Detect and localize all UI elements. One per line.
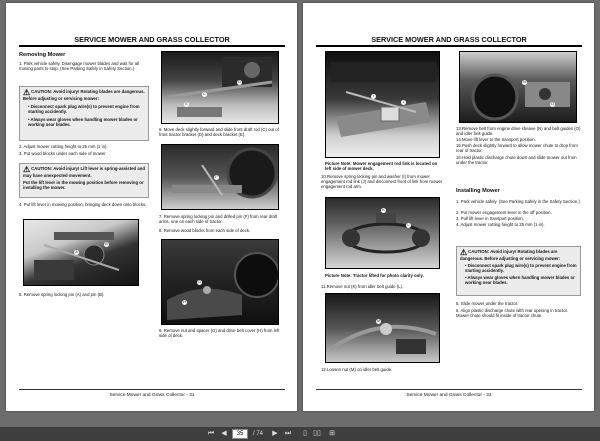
photo-label: L bbox=[407, 223, 410, 227]
document-page-right bbox=[303, 3, 594, 411]
step-2: 2. Adjust mower cutting height to 25 mm (1 in). bbox=[19, 144, 108, 149]
warning-triangle-icon: ⚠ bbox=[23, 165, 31, 174]
step-3: 3. Put wood blocks under each side of mower. bbox=[19, 151, 107, 156]
install-step-1: 1. Park vehicle safely. (See Parking Safely in the Safety Section.) bbox=[456, 199, 580, 204]
photo-illustration bbox=[24, 220, 139, 286]
photo-label: M bbox=[377, 319, 380, 323]
step-4: 4. Put lift lever in mowing position, bringing deck down onto blocks. bbox=[19, 202, 147, 207]
document-page-left bbox=[6, 3, 297, 411]
caution-bullet: • Always wear gloves when handling mower blades or working near blades. bbox=[28, 116, 138, 127]
photo-draft-rod bbox=[161, 51, 279, 124]
step-15: 15.Push deck slightly forward to allow mower chute to drop from rear of tractor. bbox=[456, 143, 578, 154]
caution-box: ⚠CAUTION: Avoid injury! Rotating blades are dangerous. Before adjusting or servicing mower: • Disconnect spark plug wire(s) to prevent engine from starting accidently. • Always wear gloves when handling mower blades or working near blades. bbox=[19, 86, 149, 141]
step-7: 7. Remove spring locking pin and drilled pin (F) from rear draft arms, one on each side of tractor. bbox=[159, 214, 278, 225]
install-step-2: 2. Put mower engagement lever in the off position. bbox=[456, 210, 552, 215]
install-step-3: 3. Pull lift lever in transport position. bbox=[456, 216, 524, 221]
pdf-navigation-toolbar bbox=[0, 427, 600, 441]
photo-spring-pins bbox=[23, 219, 139, 286]
page-header: SERVICE MOWER AND GRASS COLLECTOR bbox=[19, 35, 285, 47]
photo-label: J bbox=[402, 100, 405, 104]
photo-illustration bbox=[326, 294, 440, 363]
photo-rear-draft-arm bbox=[161, 144, 279, 210]
photo-engagement-rod bbox=[325, 51, 440, 158]
page-number-input[interactable] bbox=[232, 429, 248, 439]
install-step-4: 4. Adjust mower cutting height to 25 mm (1 in). bbox=[456, 222, 545, 227]
step-9: 9. Remove nut and spacer (G) and drive belt cover (H) from left side of deck. bbox=[159, 328, 280, 339]
caution-box: ⚠CAUTION: Avoid injury! Lift lever is spring-assisted and may have unexpected movement. Put the lift lever in the mowing position before removing or installing the mower. bbox=[19, 163, 149, 198]
photo-engine-sheave bbox=[459, 51, 577, 123]
photo-label: N bbox=[523, 80, 526, 84]
photo-label: O bbox=[551, 102, 554, 106]
photo-belt-cover bbox=[161, 239, 279, 325]
caution-bullet: • Always wear gloves when handling mower blades or working near blades. bbox=[465, 274, 575, 285]
photo-illustration bbox=[162, 240, 279, 325]
step-5: 5. Remove spring locking pin (A) and pin (B). bbox=[19, 292, 105, 297]
two-page-view-icon[interactable]: ▯▯ bbox=[313, 430, 321, 437]
photo-label: F bbox=[215, 175, 218, 179]
next-page-button[interactable]: ▶ bbox=[272, 430, 278, 437]
step-1: 1. Park vehicle safely. Disengage mower blades and wait for all moving parts to stop. (See Parking Safely in Safety Section.) bbox=[19, 61, 140, 72]
step-11: 11.Remove nut (K) from idler belt guide (L). bbox=[321, 284, 404, 289]
warning-triangle-icon: ⚠ bbox=[460, 248, 468, 257]
photo-label: A bbox=[75, 250, 78, 254]
section-title: Installing Mower bbox=[456, 188, 500, 194]
page-total: / 74 bbox=[252, 431, 263, 437]
picture-note: Picture Note: Mower engagement rod link is located on left side of mower deck. bbox=[325, 161, 438, 172]
caution-box: ⚠CAUTION: Avoid injury! Rotating blades are dangerous. Before adjusting or servicing mower: • Disconnect spark plug wire(s) to prevent engine from starting accidently. • Always wear gloves when handling mower blades or working near blades. bbox=[456, 246, 581, 296]
photo-illustration bbox=[162, 52, 279, 124]
photo-illustration bbox=[162, 145, 279, 210]
previous-page-button[interactable]: ◀ bbox=[221, 430, 227, 437]
install-step-5: 5. Slide mower under the tractor. bbox=[456, 301, 519, 306]
step-12: 12.Loosen nut (M) on idler belt guide. bbox=[321, 367, 393, 372]
first-page-button[interactable]: ⏮ bbox=[207, 430, 215, 437]
step-16: 16.Hold plastic discharge chute down and slide mower out from under the tractor. bbox=[456, 155, 577, 166]
photo-label: D bbox=[238, 80, 241, 84]
step-6: 6. Move deck slightly forward and slide front draft rod (C) out of front tractor bracket (D) and deck bracket (E). bbox=[159, 127, 279, 138]
page-footer: Service Mower and Grass Collector - 31 bbox=[19, 389, 285, 398]
step-13: 13.Remove belt from engine drive sheave (N) and belt guides (O) and idler belt guide. bbox=[456, 126, 581, 137]
photo-idler-nut bbox=[325, 293, 440, 363]
photo-label: I bbox=[371, 94, 376, 99]
step-14: 14.Move lift lever to the transport position. bbox=[456, 137, 536, 142]
last-page-button[interactable]: ⏭ bbox=[284, 430, 292, 437]
step-10: 10.Remove spring locking pin and washer (I) from mower engagement rod link (J) and disconnect front of link from mower engagement rod arm. bbox=[321, 174, 443, 190]
page-footer: Service Mower and Grass Collector - 32 bbox=[316, 389, 582, 398]
photo-idler-belt-guide bbox=[325, 197, 440, 269]
picture-note: Picture Note: Tractor lifted for photo clarity only. bbox=[325, 273, 424, 278]
install-step-6: 6. Align plastic discharge chute with rear opening in tractor. Mower chute should fit inside of tractor chute. bbox=[456, 308, 569, 319]
photo-label: G bbox=[198, 280, 201, 284]
photo-label: K bbox=[382, 208, 385, 212]
single-page-view-icon[interactable]: ▯ bbox=[303, 430, 307, 437]
fit-width-icon[interactable]: ⊞ bbox=[329, 430, 335, 437]
caution-bullet: • Disconnect spark plug wire(s) to prevent engine from starting accidently. bbox=[465, 263, 577, 274]
photo-label: H bbox=[183, 300, 186, 304]
photo-label: C bbox=[203, 92, 206, 96]
photo-illustration bbox=[326, 52, 440, 158]
warning-triangle-icon: ⚠ bbox=[23, 88, 31, 97]
caution-bullet: • Disconnect spark plug wire(s) to prevent engine from starting accidently. bbox=[28, 104, 140, 115]
photo-illustration bbox=[460, 52, 577, 123]
step-8: 8. Remove wood blocks from each side of deck. bbox=[159, 228, 251, 233]
page-header: SERVICE MOWER AND GRASS COLLECTOR bbox=[316, 35, 582, 47]
section-title: Removing Mower bbox=[19, 52, 66, 58]
photo-label: E bbox=[185, 102, 188, 106]
photo-label: B bbox=[105, 242, 108, 246]
